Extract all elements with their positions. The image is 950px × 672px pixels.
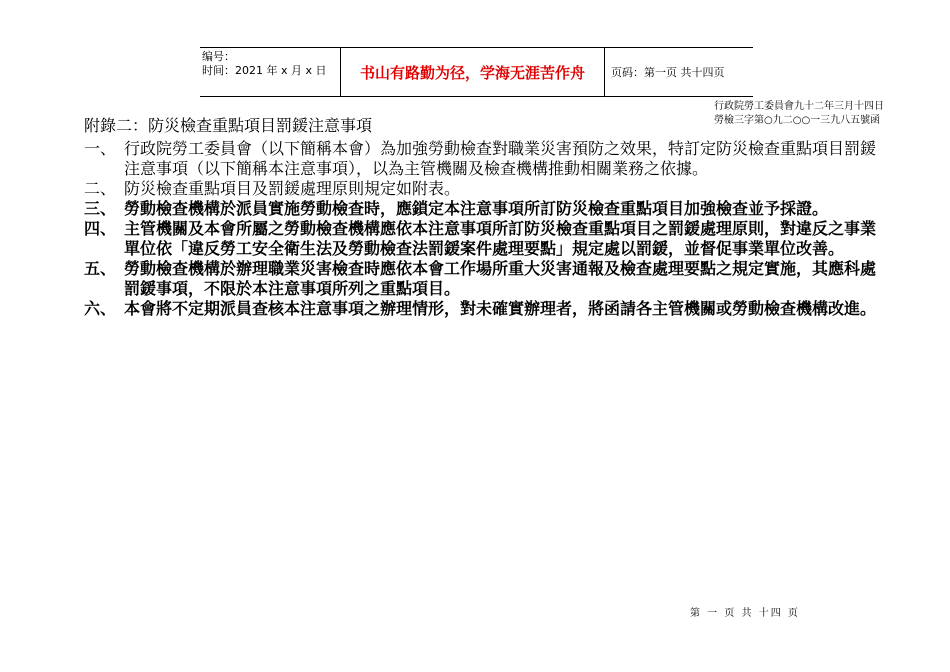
article-item (84, 299, 884, 319)
article-item (84, 139, 884, 179)
article-number: 三、 (84, 199, 117, 218)
time-label: 时间：2021 年 x 月 x 日 (202, 64, 327, 77)
header-left-cell (202, 50, 327, 78)
article-number: 一、 (84, 139, 117, 158)
number-label: 编号： (202, 50, 235, 63)
document-title: 附錄二：防災檢查重點項目罰鍰注意事項 (84, 116, 373, 135)
header-bottom-rule (200, 96, 753, 97)
header-divider (604, 48, 605, 96)
article-item (84, 179, 884, 199)
article-number: 二、 (84, 179, 117, 198)
article-item (84, 199, 884, 219)
header-slogan: 书山有路勤为径，学海无涯苦作舟 (359, 63, 585, 82)
article-text: 主管機關及本會所屬之勞動檢查機構應依本注意事項所訂防災檢查重點項目之罰鍰處理原則，對違反之事業單位依「違反勞工安全衛生法及勞動檢查法罰鍰案件處理要點」規定處以罰鍰，並督促事業單位改善。 (124, 219, 877, 258)
article-list (84, 139, 884, 319)
page-footer: 第 一 页 共 十四 页 (690, 608, 800, 619)
article-number: 六、 (84, 299, 117, 318)
article-text: 勞動檢查機構於辦理職業災害檢查時應依本會工作場所重大災害通報及檢查處理要點之規定實施，其應科處罰鍰事項，不限於本注意事項所列之重點項目。 (124, 259, 877, 298)
article-item (84, 219, 884, 259)
reference-line-1: 行政院勞工委員會九十二年三月十四日 (714, 101, 884, 112)
article-text: 勞動檢查機構於派員實施勞動檢查時，應鎖定本注意事項所訂防災檢查重點項目加強檢查並予採證。 (124, 199, 829, 218)
article-text: 本會將不定期派員查核本注意事項之辦理情形，對未確實辦理者，將函請各主管機關或勞動檢查機構改進。 (124, 299, 877, 318)
article-text: 防災檢查重點項目及罰鍰處理原則規定如附表。 (124, 179, 461, 198)
reference-line-2: 勞檢三字第○九二○○一三九八五號函 (714, 115, 881, 126)
article-number: 五、 (84, 259, 117, 278)
document-reference (714, 100, 889, 128)
article-text: 行政院勞工委員會（以下簡稱本會）為加強勞動檢查對職業災害預防之效果，特訂定防災檢查重點項目罰鍰注意事項（以下簡稱本注意事項），以為主管機關及檢查機構推動相關業務之依據。 (124, 139, 877, 178)
article-item (84, 259, 884, 299)
article-number: 四、 (84, 219, 117, 238)
header-page-label: 页码：第一页 共十四页 (611, 66, 725, 79)
